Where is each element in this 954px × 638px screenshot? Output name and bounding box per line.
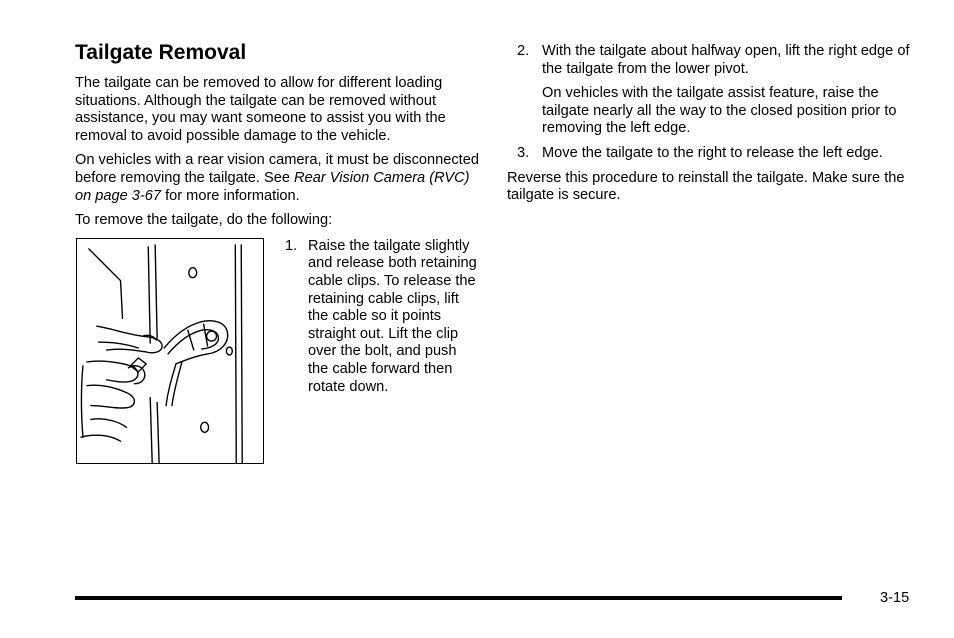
left-column (75, 40, 480, 468)
section-title: Tailgate Removal (75, 41, 247, 64)
cross-reference-link[interactable]: Rear Vision Camera (RVC) on page 3-67 (75, 169, 470, 204)
step-text: Raise the tailgate slightly and release both retaining cable clips. To release the retaining cable clips, lift the cable so it points straight out. Lift the clip over the bolt, and push the cable forward then rotate down. (308, 237, 477, 395)
step-text: With the tailgate about halfway open, lift the right edge of the tailgate from the lower pivot. (542, 43, 910, 77)
intro-paragraph: The tailgate can be removed to allow for different loading situations. Although the tailgate can be removed without assistance, you may want someone to assist you with the removal to avoid possible damage to the vehicle. (75, 75, 446, 144)
tailgate-cable-clip-illustration (76, 238, 264, 464)
step-text: Move the tailgate to the right to release the left edge. (542, 144, 883, 161)
step-1 (285, 238, 480, 396)
right-column (507, 43, 917, 212)
step-number: 3. (517, 144, 530, 161)
step-number: 1. (285, 237, 298, 254)
figure-row (75, 238, 480, 468)
step-2 (507, 43, 917, 78)
camera-note-paragraph (75, 152, 480, 205)
step-3 (507, 145, 917, 163)
camera-note-text-end: for more information. (161, 187, 300, 204)
procedure-lead: To remove the tailgate, do the following: (75, 212, 333, 229)
step-2-note: On vehicles with the tailgate assist feature, raise the tailgate nearly all the way to the closed position prior to removing the left edge. (542, 85, 897, 137)
page-number: 3-15 (880, 590, 910, 606)
closing-paragraph: Reverse this procedure to reinstall the tailgate. Make sure the tailgate is secure. (507, 169, 905, 204)
step-number: 2. (517, 43, 530, 59)
camera-note-text: On vehicles with a rear vision camera, it must be disconnected before removing the tailgate. See (75, 152, 479, 186)
footer-rule (75, 596, 842, 600)
